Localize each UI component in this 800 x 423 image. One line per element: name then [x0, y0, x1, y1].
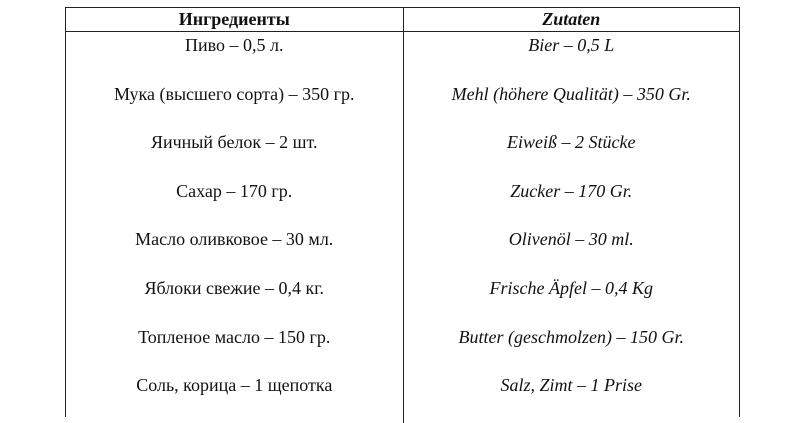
table-row — [66, 326, 739, 375]
cell-german: Olivenöl – 30 ml. — [508, 229, 634, 250]
header-russian: Ингредиенты — [66, 8, 403, 32]
cell-russian: Соль, корица – 1 щепотка — [66, 374, 403, 423]
cell-german: Zucker – 170 Gr. — [510, 180, 633, 201]
cell-russian: Яичный белок – 2 шт. — [66, 131, 403, 180]
cell-german: Mehl (höhere Qualität) – 350 Gr. — [451, 83, 691, 104]
cell-russian: Яблоки свежие – 0,4 кг. — [66, 277, 403, 326]
cell-russian: Мука (высшего сорта) – 350 гр. — [66, 83, 403, 132]
header-german: Zutaten — [403, 8, 739, 32]
table-row — [66, 228, 739, 277]
cell-russian: Топленое масло – 150 гр. — [66, 326, 403, 375]
table-row — [66, 374, 739, 423]
table-row — [66, 131, 739, 180]
table-row — [66, 83, 739, 132]
ingredients-table-grid — [66, 8, 739, 423]
table-body — [66, 32, 739, 423]
cell-german: Bier – 0,5 L — [528, 35, 615, 55]
ingredients-table — [65, 7, 740, 417]
cell-german: Eiweiß – 2 Stücke — [507, 132, 636, 153]
table-header — [66, 8, 739, 32]
cell-russian: Масло оливковое – 30 мл. — [66, 228, 403, 277]
table-row — [66, 180, 739, 229]
cell-german: Frische Äpfel – 0,4 Kg — [489, 277, 653, 298]
cell-german: Salz, Zimt – 1 Prise — [500, 375, 642, 396]
table-row — [66, 32, 739, 83]
cell-russian: Сахар – 170 гр. — [66, 180, 403, 229]
header-row — [66, 8, 739, 32]
table-row — [66, 277, 739, 326]
cell-russian: Пиво – 0,5 л. — [66, 32, 403, 83]
cell-german: Butter (geschmolzen) – 150 Gr. — [458, 326, 684, 347]
